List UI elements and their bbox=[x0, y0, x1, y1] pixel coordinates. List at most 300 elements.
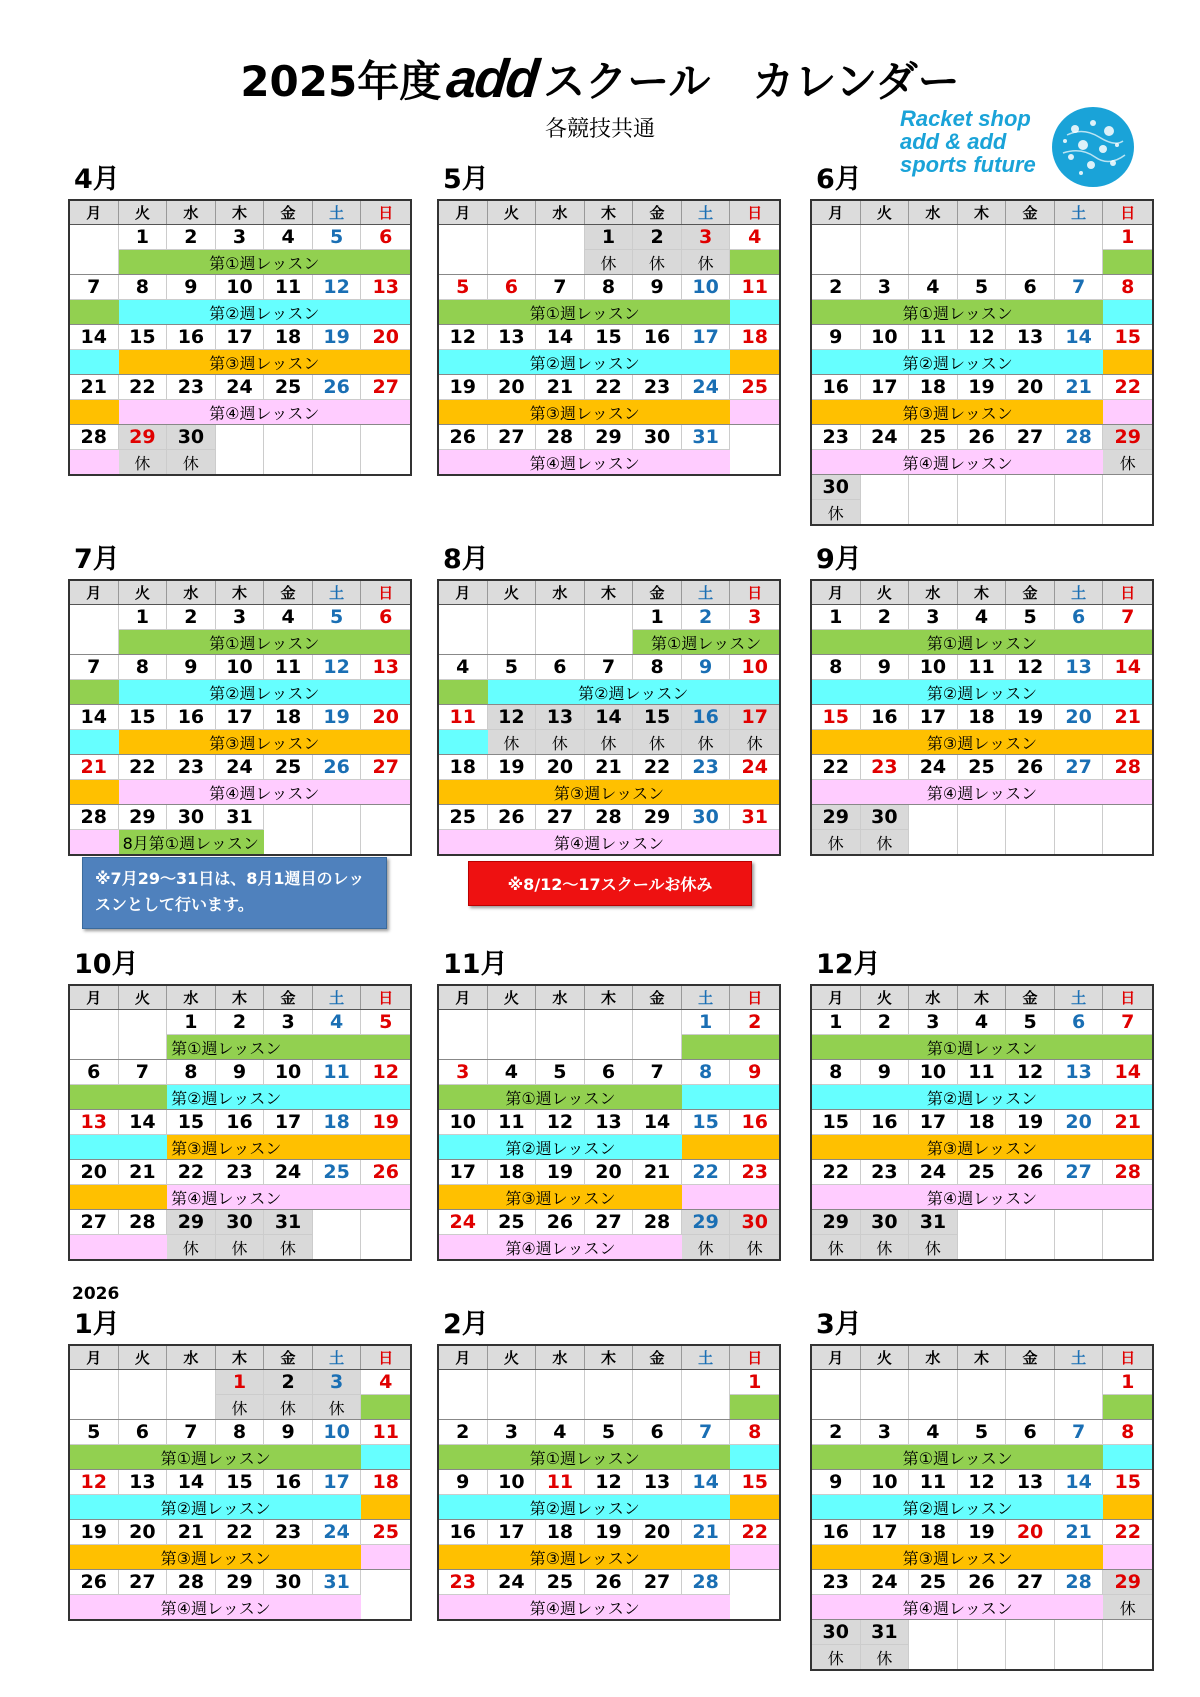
day-number: 13 bbox=[1065, 656, 1092, 678]
weekday-label: 金 bbox=[633, 986, 682, 1009]
day-number: 26 bbox=[323, 756, 350, 778]
day-number: 3 bbox=[281, 1011, 295, 1033]
week-row bbox=[439, 1110, 779, 1160]
weekday-label: 金 bbox=[1006, 201, 1055, 224]
lesson-band: 第②週レッスン bbox=[439, 1494, 730, 1519]
empty-cell bbox=[633, 1370, 682, 1419]
page-title bbox=[0, 48, 1200, 110]
weekday-label: 日 bbox=[378, 1349, 394, 1367]
lesson-band: 第③週レッスン bbox=[70, 1544, 361, 1569]
day-number: 2 bbox=[232, 1011, 247, 1033]
lesson-band: 第②週レッスン bbox=[70, 1494, 361, 1519]
week-row bbox=[70, 1520, 410, 1570]
day-number: 1 bbox=[699, 1011, 713, 1033]
weekday-label: 日 bbox=[1120, 1349, 1136, 1367]
day-number: 17 bbox=[692, 326, 719, 348]
weekday-label: 月 bbox=[812, 581, 861, 604]
day-number: 2 bbox=[829, 276, 843, 298]
day-number: 25 bbox=[546, 1571, 574, 1593]
lesson-band: 第①週レッスン bbox=[119, 249, 410, 274]
day-number: 24 bbox=[741, 756, 768, 778]
day-number: 28 bbox=[1114, 1161, 1141, 1183]
day-cell bbox=[633, 705, 682, 754]
lesson-band: 第②週レッスン bbox=[439, 349, 730, 374]
day-number: 19 bbox=[968, 376, 995, 398]
day-number: 21 bbox=[595, 756, 622, 778]
day-number: 2 bbox=[877, 606, 891, 628]
week-row bbox=[70, 1160, 410, 1210]
day-number: 28 bbox=[643, 1211, 671, 1233]
day-number: 30 bbox=[861, 1210, 909, 1234]
week-row bbox=[812, 1420, 1152, 1470]
lesson-band bbox=[361, 1544, 410, 1569]
empty-cell bbox=[70, 225, 119, 274]
day-cell bbox=[812, 805, 861, 854]
rest-label: 休 bbox=[861, 829, 909, 854]
day-number: 6 bbox=[650, 1421, 664, 1443]
day-number: 30 bbox=[692, 806, 719, 828]
lesson-band: 第③週レッスン bbox=[812, 1544, 1103, 1569]
day-number: 21 bbox=[129, 1161, 156, 1183]
day-number: 10 bbox=[741, 656, 768, 678]
week-row bbox=[70, 1010, 410, 1060]
day-number: 3 bbox=[504, 1421, 518, 1443]
day-number: 15 bbox=[741, 1471, 768, 1493]
day-cell bbox=[1103, 425, 1152, 474]
day-number: 10 bbox=[871, 326, 898, 348]
day-cell bbox=[682, 225, 731, 274]
day-number: 11 bbox=[546, 1471, 574, 1493]
month-title: 8月 bbox=[443, 544, 489, 575]
day-number: 30 bbox=[167, 425, 215, 449]
rest-label: 休 bbox=[812, 829, 860, 854]
lesson-band bbox=[730, 249, 779, 274]
lesson-band: 第③週レッスン bbox=[119, 729, 410, 754]
day-number: 24 bbox=[449, 1211, 476, 1233]
day-number: 4 bbox=[974, 606, 989, 628]
day-number: 10 bbox=[226, 656, 253, 678]
empty-cell bbox=[812, 225, 861, 274]
week-row bbox=[439, 1210, 779, 1259]
empty-cell bbox=[682, 1370, 731, 1419]
day-number: 13 bbox=[1016, 1471, 1044, 1493]
day-number: 26 bbox=[968, 1571, 995, 1593]
rest-label: 休 bbox=[167, 1234, 215, 1259]
day-number: 4 bbox=[553, 1421, 567, 1443]
day-number: 12 bbox=[595, 1471, 622, 1493]
empty-cell bbox=[909, 1620, 958, 1669]
brand-line: sports future bbox=[900, 152, 1036, 177]
day-number: 9 bbox=[699, 656, 713, 678]
day-cell bbox=[812, 1620, 861, 1669]
empty-cell bbox=[361, 1210, 410, 1259]
day-number: 16 bbox=[177, 706, 205, 728]
day-number: 6 bbox=[1072, 1011, 1086, 1033]
day-number: 23 bbox=[871, 756, 898, 778]
week-row bbox=[70, 1060, 410, 1110]
day-number: 24 bbox=[274, 1161, 302, 1183]
lesson-band: 第①週レッスン bbox=[439, 1444, 730, 1469]
brand-line: Racket shop bbox=[900, 106, 1031, 131]
day-number: 11 bbox=[919, 1471, 947, 1493]
lesson-band: 第③週レッスン bbox=[439, 779, 779, 804]
weekday-label: 土 bbox=[313, 986, 362, 1009]
weekday-label: 火 bbox=[119, 1346, 168, 1369]
weekday-label: 木 bbox=[216, 1346, 265, 1369]
day-number: 25 bbox=[449, 806, 476, 828]
day-number: 19 bbox=[546, 1161, 574, 1183]
day-number: 6 bbox=[135, 1421, 149, 1443]
week-row bbox=[70, 1210, 410, 1259]
day-number: 8 bbox=[699, 1061, 713, 1083]
empty-cell bbox=[439, 225, 488, 274]
day-number: 23 bbox=[274, 1521, 302, 1543]
day-number: 7 bbox=[87, 656, 101, 678]
week-row bbox=[70, 1420, 410, 1470]
lesson-band bbox=[439, 679, 488, 704]
day-cell bbox=[730, 1210, 779, 1259]
lesson-band: 8月第①週レッスン bbox=[119, 829, 265, 854]
empty-cell bbox=[1055, 1210, 1104, 1259]
day-number: 30 bbox=[643, 426, 671, 448]
day-number: 4 bbox=[974, 1011, 989, 1033]
day-number: 7 bbox=[184, 1421, 198, 1443]
day-cell bbox=[585, 705, 634, 754]
empty-cell bbox=[488, 225, 537, 274]
lesson-band: 第②週レッスン bbox=[812, 1494, 1103, 1519]
day-number: 4 bbox=[456, 656, 470, 678]
lesson-band: 第③週レッスン bbox=[439, 1184, 682, 1209]
lesson-band bbox=[361, 1394, 410, 1419]
weekday-label: 水 bbox=[536, 581, 585, 604]
day-number: 21 bbox=[1114, 1111, 1141, 1133]
day-number: 21 bbox=[80, 376, 107, 398]
lesson-band bbox=[1103, 1444, 1152, 1469]
day-number: 4 bbox=[504, 1061, 518, 1083]
day-number: 30 bbox=[812, 475, 860, 499]
rest-label: 休 bbox=[313, 1394, 361, 1419]
day-number: 14 bbox=[80, 326, 107, 348]
day-number: 8 bbox=[748, 1421, 762, 1443]
day-number: 23 bbox=[741, 1161, 768, 1183]
weekday-label: 水 bbox=[167, 201, 216, 224]
day-number: 2 bbox=[456, 1421, 470, 1443]
lesson-band bbox=[361, 1444, 410, 1469]
weekday-label: 土 bbox=[1055, 201, 1104, 224]
day-number: 15 bbox=[1114, 1471, 1141, 1493]
empty-cell bbox=[1006, 805, 1055, 854]
weekday-header bbox=[439, 1346, 779, 1370]
week-row bbox=[439, 705, 779, 755]
day-number: 16 bbox=[643, 326, 671, 348]
month-table bbox=[68, 579, 412, 856]
weekday-label: 金 bbox=[633, 1346, 682, 1369]
empty-cell bbox=[313, 805, 362, 854]
day-number: 19 bbox=[323, 706, 350, 728]
weekday-label: 水 bbox=[536, 986, 585, 1009]
day-number: 9 bbox=[184, 656, 198, 678]
day-number: 14 bbox=[692, 1471, 719, 1493]
day-number: 10 bbox=[274, 1061, 302, 1083]
day-number: 28 bbox=[1065, 1571, 1092, 1593]
weekday-label: 金 bbox=[633, 201, 682, 224]
empty-cell bbox=[958, 1210, 1007, 1259]
weekday-label: 金 bbox=[264, 201, 313, 224]
weekday-label: 火 bbox=[861, 986, 910, 1009]
day-number: 30 bbox=[177, 806, 205, 828]
day-number: 28 bbox=[177, 1571, 205, 1593]
lesson-band: 第④週レッスン bbox=[119, 779, 410, 804]
rest-label: 休 bbox=[682, 1234, 730, 1259]
day-number: 2 bbox=[264, 1370, 312, 1394]
day-number: 5 bbox=[456, 276, 470, 298]
day-number: 28 bbox=[129, 1211, 156, 1233]
brand-text bbox=[900, 107, 1036, 176]
day-number: 25 bbox=[741, 376, 768, 398]
day-number: 17 bbox=[226, 326, 253, 348]
empty-cell bbox=[536, 1370, 585, 1419]
weekday-label: 火 bbox=[861, 1346, 910, 1369]
lesson-band: 第①週レッスン bbox=[812, 629, 1152, 654]
lesson-band: 第④週レッスン bbox=[167, 1184, 410, 1209]
week-row bbox=[439, 655, 779, 705]
day-number: 1 bbox=[748, 1371, 762, 1393]
day-number: 11 bbox=[372, 1421, 399, 1443]
rest-label: 休 bbox=[585, 729, 633, 754]
day-number: 4 bbox=[281, 226, 295, 248]
rest-label: 休 bbox=[812, 1234, 860, 1259]
day-cell bbox=[216, 1370, 265, 1419]
weekday-label: 金 bbox=[264, 581, 313, 604]
week-row bbox=[812, 425, 1152, 475]
day-number: 24 bbox=[871, 1571, 898, 1593]
lesson-band bbox=[70, 1184, 167, 1209]
day-number: 20 bbox=[498, 376, 525, 398]
weekday-header bbox=[812, 201, 1152, 225]
day-number: 5 bbox=[553, 1061, 567, 1083]
lesson-band: 第②週レッスン bbox=[119, 299, 410, 324]
day-number: 1 bbox=[216, 1370, 264, 1394]
day-number: 4 bbox=[748, 226, 762, 248]
day-number: 5 bbox=[504, 656, 518, 678]
rest-label: 休 bbox=[730, 729, 779, 754]
day-number: 3 bbox=[926, 606, 940, 628]
day-number: 3 bbox=[748, 606, 762, 628]
empty-cell bbox=[488, 605, 537, 654]
day-number: 8 bbox=[650, 656, 664, 678]
day-number: 21 bbox=[1065, 1521, 1092, 1543]
day-number: 3 bbox=[232, 606, 247, 628]
weekday-label: 土 bbox=[1055, 986, 1104, 1009]
lesson-band: 第②週レッスン bbox=[812, 679, 1152, 704]
empty-cell bbox=[167, 1370, 216, 1419]
day-number: 5 bbox=[330, 226, 344, 248]
empty-cell bbox=[958, 475, 1007, 524]
week-row bbox=[439, 375, 779, 425]
week-row bbox=[70, 275, 410, 325]
lesson-band: 第④週レッスン bbox=[812, 449, 1103, 474]
day-number: 10 bbox=[226, 276, 253, 298]
day-cell bbox=[313, 1370, 362, 1419]
day-number: 18 bbox=[274, 326, 302, 348]
day-number: 3 bbox=[232, 226, 247, 248]
day-number: 24 bbox=[226, 756, 253, 778]
week-row bbox=[439, 425, 779, 474]
weekday-label: 水 bbox=[536, 1346, 585, 1369]
day-number: 17 bbox=[730, 705, 779, 729]
rest-label: 休 bbox=[119, 449, 167, 474]
lesson-band: 第④週レッスン bbox=[70, 1594, 361, 1619]
weekday-header bbox=[70, 201, 410, 225]
empty-cell bbox=[439, 605, 488, 654]
week-row bbox=[439, 605, 779, 655]
day-cell bbox=[633, 225, 682, 274]
day-number: 10 bbox=[498, 1471, 525, 1493]
week-row bbox=[70, 1570, 410, 1619]
lesson-band: 第②週レッスン bbox=[488, 679, 779, 704]
month-table bbox=[68, 199, 412, 476]
day-number: 18 bbox=[968, 706, 995, 728]
month-table bbox=[437, 1344, 781, 1621]
weekday-label: 金 bbox=[264, 986, 313, 1009]
day-number: 27 bbox=[498, 426, 525, 448]
day-number: 22 bbox=[595, 376, 622, 398]
lesson-band: 第②週レッスン bbox=[167, 1084, 410, 1109]
lesson-band bbox=[682, 1134, 779, 1159]
lesson-band bbox=[70, 1084, 167, 1109]
day-number: 23 bbox=[177, 376, 205, 398]
day-number: 20 bbox=[80, 1161, 107, 1183]
day-number: 14 bbox=[1065, 326, 1092, 348]
day-number: 28 bbox=[546, 426, 574, 448]
week-row bbox=[439, 1520, 779, 1570]
day-number: 6 bbox=[379, 226, 393, 248]
day-number: 18 bbox=[741, 326, 768, 348]
empty-cell bbox=[264, 425, 313, 474]
lesson-band: 第③週レッスン bbox=[812, 1134, 1152, 1159]
week-row bbox=[812, 1620, 1152, 1669]
day-number: 16 bbox=[871, 1111, 898, 1133]
day-number: 4 bbox=[926, 276, 940, 298]
empty-cell bbox=[1055, 1370, 1104, 1419]
week-row bbox=[439, 805, 779, 854]
day-number: 19 bbox=[1016, 1111, 1044, 1133]
lesson-band: 第②週レッスン bbox=[119, 679, 410, 704]
day-number: 7 bbox=[1121, 606, 1135, 628]
day-number: 17 bbox=[323, 1471, 350, 1493]
day-number: 29 bbox=[595, 426, 622, 448]
empty-cell bbox=[216, 425, 265, 474]
lesson-band: 第①週レッスン bbox=[812, 1034, 1152, 1059]
week-row bbox=[439, 1370, 779, 1420]
day-number: 1 bbox=[135, 606, 149, 628]
weekday-label: 月 bbox=[812, 201, 861, 224]
weekday-label: 日 bbox=[747, 989, 763, 1007]
week-row bbox=[812, 1160, 1152, 1210]
day-number: 12 bbox=[488, 705, 536, 729]
day-number: 5 bbox=[974, 1421, 989, 1443]
weekday-label: 金 bbox=[1006, 1346, 1055, 1369]
month-title: 1月 bbox=[74, 1309, 120, 1340]
lesson-band bbox=[361, 1494, 410, 1519]
month-title: 5月 bbox=[443, 164, 489, 195]
week-row bbox=[812, 1470, 1152, 1520]
day-number: 13 bbox=[372, 656, 399, 678]
day-number: 11 bbox=[274, 656, 302, 678]
rest-label: 休 bbox=[536, 729, 584, 754]
day-number: 20 bbox=[372, 326, 399, 348]
weekday-label: 火 bbox=[861, 581, 910, 604]
day-number: 1 bbox=[829, 1011, 843, 1033]
day-number: 19 bbox=[498, 756, 525, 778]
day-number: 17 bbox=[226, 706, 253, 728]
empty-cell bbox=[1055, 475, 1104, 524]
day-number: 28 bbox=[80, 426, 107, 448]
day-number: 13 bbox=[80, 1111, 107, 1133]
day-number: 16 bbox=[226, 1111, 253, 1133]
day-number: 27 bbox=[546, 806, 574, 828]
empty-cell bbox=[361, 425, 410, 474]
empty-cell bbox=[909, 1370, 958, 1419]
week-row bbox=[70, 375, 410, 425]
day-number: 24 bbox=[919, 1161, 947, 1183]
weekday-label: 木 bbox=[585, 581, 634, 604]
day-number: 15 bbox=[177, 1111, 205, 1133]
day-number: 25 bbox=[968, 1161, 995, 1183]
weekday-label: 月 bbox=[70, 581, 119, 604]
day-number: 29 bbox=[1103, 1570, 1152, 1594]
day-number: 26 bbox=[498, 806, 525, 828]
day-number: 22 bbox=[129, 756, 156, 778]
weekday-header bbox=[439, 201, 779, 225]
day-number: 15 bbox=[226, 1471, 253, 1493]
day-number: 8 bbox=[135, 276, 149, 298]
day-number: 18 bbox=[498, 1161, 525, 1183]
rest-label: 休 bbox=[812, 499, 860, 524]
empty-cell bbox=[70, 1010, 119, 1059]
day-cell bbox=[730, 705, 779, 754]
day-number: 13 bbox=[536, 705, 584, 729]
day-number: 28 bbox=[1065, 426, 1092, 448]
day-number: 21 bbox=[80, 756, 107, 778]
week-row bbox=[439, 755, 779, 805]
day-number: 10 bbox=[919, 656, 947, 678]
day-number: 11 bbox=[498, 1111, 525, 1133]
day-cell bbox=[682, 1210, 731, 1259]
lesson-band: 第①週レッスン bbox=[633, 629, 779, 654]
day-cell bbox=[264, 1370, 313, 1419]
weekday-header bbox=[439, 581, 779, 605]
empty-cell bbox=[1006, 1370, 1055, 1419]
day-number: 7 bbox=[1072, 276, 1086, 298]
lesson-band: 第②週レッスン bbox=[439, 1134, 682, 1159]
day-number: 15 bbox=[633, 705, 681, 729]
day-number: 25 bbox=[919, 426, 947, 448]
day-number: 26 bbox=[968, 426, 995, 448]
day-number: 29 bbox=[812, 1210, 860, 1234]
empty-cell bbox=[958, 805, 1007, 854]
day-number: 26 bbox=[372, 1161, 399, 1183]
lesson-band: 第③週レッスン bbox=[167, 1134, 410, 1159]
week-row bbox=[70, 755, 410, 805]
day-number: 1 bbox=[184, 1011, 198, 1033]
day-number: 10 bbox=[323, 1421, 350, 1443]
day-number: 26 bbox=[323, 376, 350, 398]
day-number: 15 bbox=[692, 1111, 719, 1133]
weekday-label: 月 bbox=[439, 1346, 488, 1369]
weekday-header bbox=[70, 986, 410, 1010]
weekday-label: 木 bbox=[585, 201, 634, 224]
